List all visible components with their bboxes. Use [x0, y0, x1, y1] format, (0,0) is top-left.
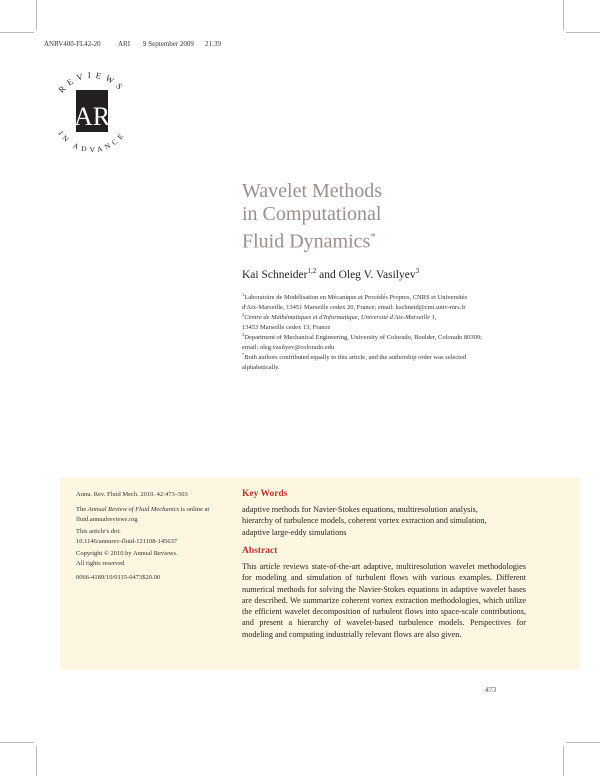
keywords-text: adaptive methods for Navier-Stokes equations, multiresolution analysis, hierarchy of turbulence models, coherent vortex extraction and simulation, adaptive large-eddy simulations	[242, 505, 487, 537]
title-line-1: Wavelet Methods	[242, 180, 383, 202]
page-number: 473	[485, 685, 497, 694]
header-time: 21:39	[205, 40, 221, 48]
author-line	[242, 267, 419, 281]
header-journal-code: ARI	[118, 40, 131, 48]
doi-block: This article's doi: 10.1146/annurev-fluid-121108-145637	[76, 528, 178, 545]
logo-ring-bottom: IN ADVANCE	[56, 129, 128, 155]
online-url[interactable]: fluid.annualreviews.org	[76, 515, 138, 523]
reviews-in-advance-logo	[42, 62, 142, 162]
affiliation-1: $^1$Laboratoire de Modélisation en Mécanique et Procédés Propres, CNRS et Universités d'Aix-Marseille, 13451 Marseille cedex 20, France; email: kschneid@cmi.univ-mrs.fr	[242, 292, 468, 311]
header-code: ANRV400-FL42-20	[44, 40, 101, 48]
online-notice: The Annual Review of Fluid Mechanics is online at fluid.annualreviews.org	[76, 506, 210, 523]
title-marker: *	[370, 231, 376, 243]
affiliation-3: $^3$Department of Mechanical Engineering, University of Colorado, Boulder, Colorado 80309; email: oleg.vasilyev@colorado.edu	[242, 332, 482, 351]
title-line-3: Fluid Dynamics*	[242, 230, 376, 253]
doi-link[interactable]: 10.1146/annurev-fluid-121108-145637	[76, 537, 178, 545]
abstract-text: This article reviews state-of-the-art adaptive, multiresolution wavelet methodologies for modeling and simulation of turbulent flows with various examples. Different numerical methods for solving the Navier-Stokes equations in adaptive wavelet bases are described. We summarize coherent vortex extraction methodologies, which utilize the efficient wavelet decomposition of turbulent flows into space-scale contributions, and present a hierarchy of wavelet-based turbulence models. Perspectives for modeling and computing industrially relevant flows are also given.	[242, 562, 526, 639]
crop-mark-top-left-h	[0, 32, 34, 33]
copyright-block: Copyright © 2010 by Annual Reviews. All rights reserved	[76, 550, 178, 567]
author-1: Kai Schneider	[242, 268, 308, 281]
authorship-note: *Both authors contributed equally to this article, and the authorship order was selected alphabetically.	[242, 352, 467, 371]
header-date: 9 September 2009	[143, 40, 194, 48]
article-title	[242, 180, 382, 254]
crop-mark-top-left-v	[36, 0, 37, 30]
issn: 0066-4189/10/0115-0473$20.00	[76, 574, 161, 581]
crop-mark-bottom-left-v	[36, 746, 37, 776]
abstract-heading: Abstract	[242, 546, 278, 556]
crop-mark-bottom-right-h	[566, 742, 600, 743]
crop-mark-top-right-v	[563, 0, 564, 30]
logo-letters: AR	[73, 102, 111, 131]
logo-ring-top: REVIEWS	[56, 69, 128, 95]
affiliation-2: $^2$Centre de Mathématiques et d'Informatique, Université d'Aix-Marseille 1, 13453 Marseille cedex 13, France	[242, 312, 437, 331]
keywords-heading: Key Words	[242, 489, 288, 499]
author-2-affil: 3	[415, 267, 420, 275]
citation: Annu. Rev. Fluid Mech. 2010. 42:473–503	[76, 491, 188, 498]
crop-mark-top-right-h	[566, 32, 600, 33]
author-2: Oleg V. Vasilyev	[338, 268, 416, 281]
author-1-affil: 1,2	[307, 267, 317, 275]
author-joiner: and	[316, 268, 339, 281]
crop-mark-bottom-left-h	[0, 742, 34, 743]
title-line-2: in Computational	[242, 203, 382, 225]
crop-mark-bottom-right-v	[563, 746, 564, 776]
